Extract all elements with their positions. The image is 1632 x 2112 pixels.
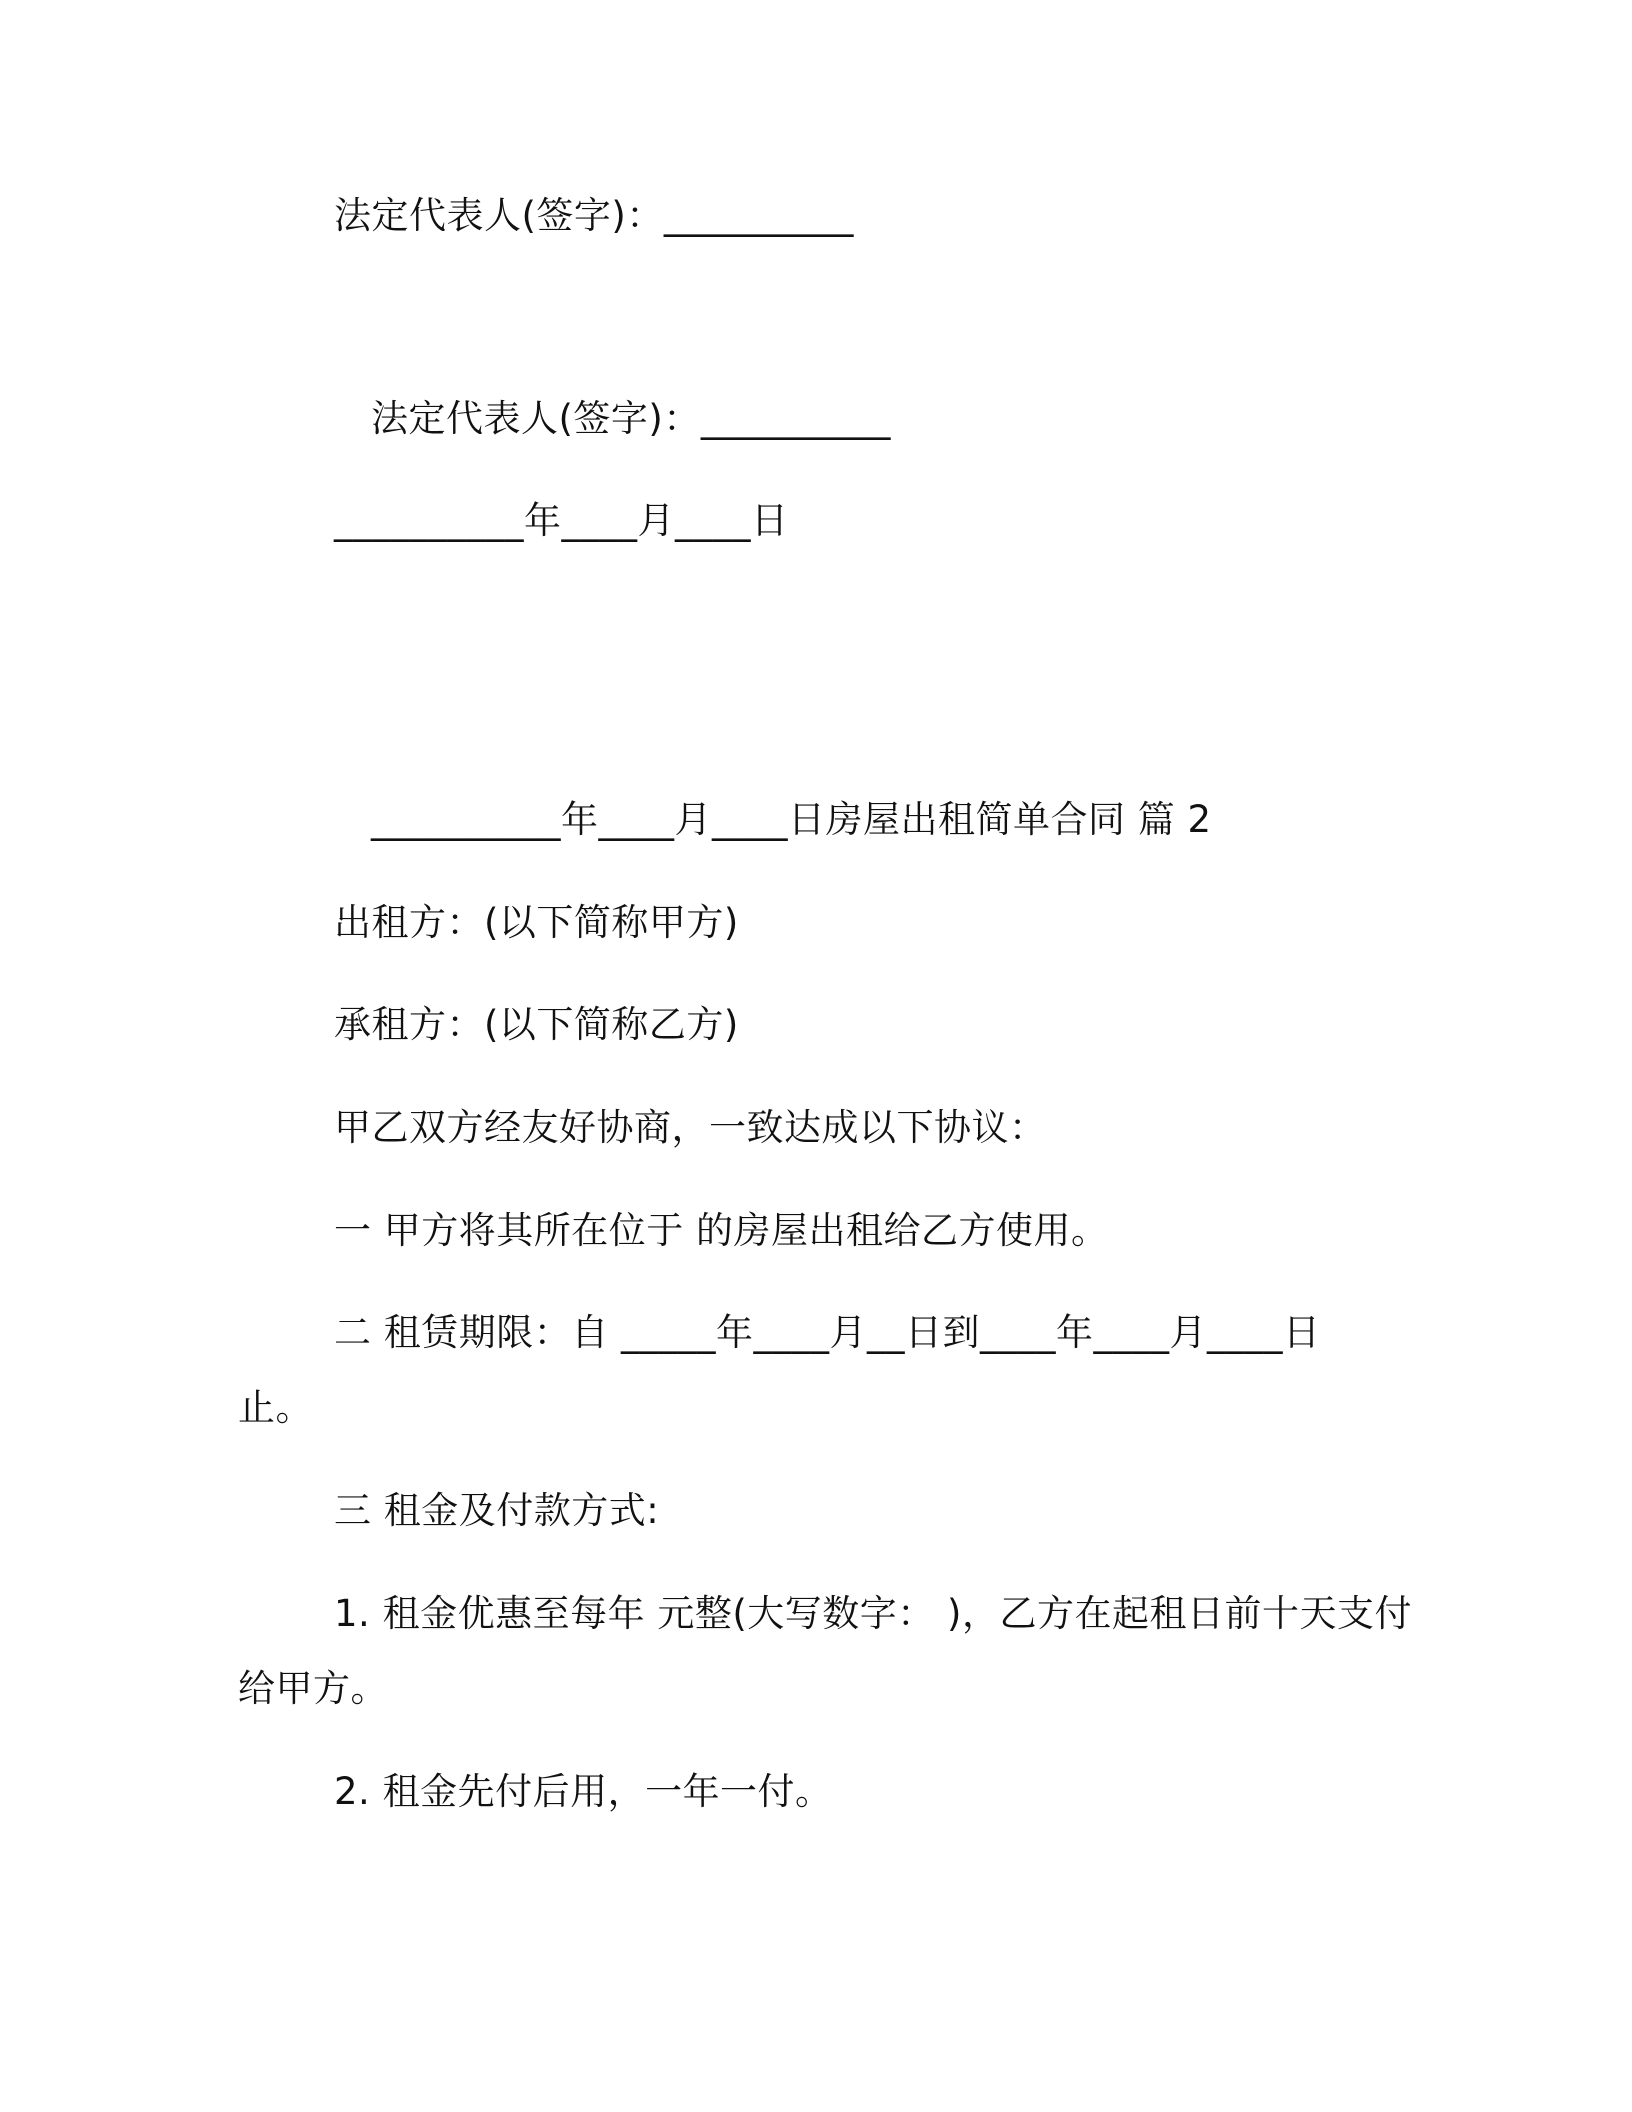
legal-representative-signature-line-1: 法定代表人(签字)：__________ [334,194,854,237]
clause-three-heading: 三 租金及付款方式: [334,1489,660,1532]
signature-date-line: __________年____月____日 [334,499,789,542]
clause-two: 二 租赁期限：自 _____年____月__日到____年____月____日 [334,1311,1321,1354]
lessee-line: 承租方：(以下简称乙方) [334,1003,739,1046]
lessor-line: 出租方：(以下简称甲方) [334,901,739,944]
legal-representative-signature-line-2: 法定代表人(签字)：__________ [371,397,891,440]
agreement-intro: 甲乙双方经友好协商，一致达成以下协议： [334,1106,1047,1149]
clause-three-item-1-continuation: 给甲方。 [238,1667,388,1710]
clause-two-continuation: 止。 [238,1386,313,1429]
clause-three-item-2: 2. 租金先付后用，一年一付。 [334,1770,833,1813]
contract-title: __________年____月____日房屋出租简单合同 篇 2 [371,798,1212,841]
clause-one: 一 甲方将其所在位于 的房屋出租给乙方使用。 [334,1209,1109,1252]
clause-three-item-1: 1. 租金优惠至每年 元整(大写数字： )，乙方在起租日前十天支付 [334,1592,1412,1635]
